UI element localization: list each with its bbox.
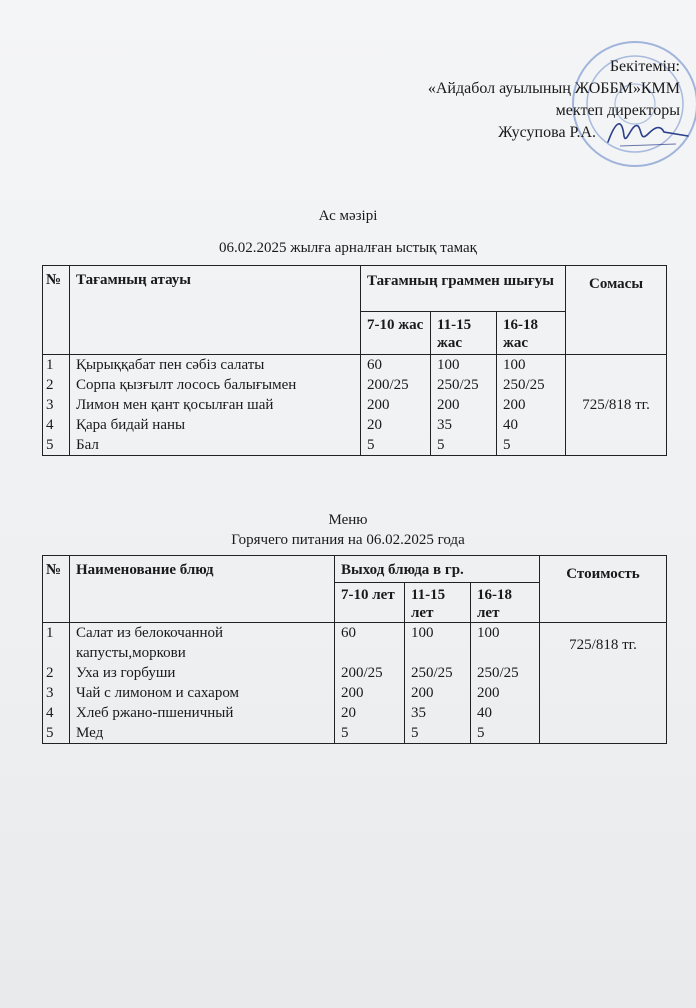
approval-line-3: мектеп директоры [555, 102, 680, 119]
ru-row-num: 1 [46, 625, 54, 641]
kz-dish-name: Сорпа қызғылт лосось балығымен [76, 377, 297, 393]
ru-dish-names-cell [70, 623, 335, 744]
ru-yield-value: 250/25 [477, 665, 519, 681]
kz-menu-title: Ас мәзірі [318, 208, 378, 224]
ru-yield-value: 200 [477, 685, 500, 701]
kz-yield-value: 40 [503, 417, 518, 433]
kz-yield-value: 250/25 [437, 377, 479, 393]
ru-header-age-7-10: 7-10 лет [335, 583, 405, 623]
ru-row-num: 3 [46, 685, 54, 701]
ru-yield-value: 40 [477, 705, 492, 721]
approval-line-4: Жусупова Р.А. [498, 124, 596, 141]
approval-line-2: «Айдабол ауылының ЖОББМ»КММ [427, 80, 680, 97]
kz-yield-value: 200 [367, 397, 390, 413]
ru-row-num: 5 [46, 725, 54, 741]
ru-header-age-16-18: 16-18 лет [471, 583, 540, 623]
kz-yield-value: 5 [367, 437, 375, 453]
ru-menu-table [42, 555, 667, 744]
kz-menu-subtitle: 06.02.2025 жылға арналған ыстық тамақ [219, 240, 477, 256]
kz-header-num: № [43, 266, 70, 355]
kz-yield-value: 5 [437, 437, 445, 453]
kz-yield-16-18-cell [497, 355, 566, 456]
kz-header-name: Тағамның атауы [70, 266, 361, 355]
kz-yield-value: 100 [437, 357, 460, 373]
ru-yield-7-10-cell [335, 623, 405, 744]
ru-yield-value: 5 [341, 725, 349, 741]
ru-header-price: Стоимость [540, 556, 667, 623]
ru-yield-value: 250/25 [411, 665, 453, 681]
kz-yield-7-10-cell [361, 355, 431, 456]
ru-yield-value: 35 [411, 705, 426, 721]
ru-dish-name: Мед [76, 725, 104, 741]
kz-row-num: 1 [46, 357, 54, 373]
ru-yield-value: 60 [341, 625, 356, 641]
kz-yield-value: 200/25 [367, 377, 409, 393]
kz-yield-value: 250/25 [503, 377, 545, 393]
ru-row-num [46, 643, 63, 663]
kz-yield-value: 35 [437, 417, 452, 433]
kz-dish-name: Қара бидай наны [76, 417, 186, 433]
kz-yield-value: 200 [437, 397, 460, 413]
kz-header-yield: Тағамның граммен шығуы [361, 266, 566, 312]
kz-dish-name: Лимон мен қант қосылған шай [76, 397, 274, 413]
ru-dish-name: Чай с лимоном и сахаром [76, 685, 240, 701]
kz-yield-value: 100 [503, 357, 526, 373]
ru-dish-name: капусты,моркови [76, 645, 186, 661]
ru-yield-value: 200 [341, 685, 364, 701]
ru-numbers-cell [43, 623, 70, 744]
kz-yield-value: 5 [503, 437, 511, 453]
kz-dish-names-cell [70, 355, 361, 456]
kz-yield-11-15-cell [431, 355, 497, 456]
ru-yield-value: 200 [411, 685, 434, 701]
kz-yield-value: 200 [503, 397, 526, 413]
signature-icon [602, 112, 692, 152]
ru-header-age-11-15: 11-15 лет [405, 583, 471, 623]
ru-yield-value: 100 [411, 625, 434, 641]
ru-yield-value [341, 643, 398, 663]
ru-yield-value: 200/25 [341, 665, 383, 681]
ru-dish-name: Салат из белокочанной [76, 625, 224, 641]
kz-yield-value: 60 [367, 357, 382, 373]
ru-dish-name: Уха из горбуши [76, 665, 176, 681]
ru-yield-value [477, 643, 533, 663]
kz-yield-value: 20 [367, 417, 382, 433]
ru-yield-value: 5 [411, 725, 419, 741]
ru-row-num: 2 [46, 665, 54, 681]
ru-header-yield: Выход блюда в гр. [335, 556, 540, 583]
kz-menu-table [42, 265, 667, 456]
ru-yield-value [411, 643, 464, 663]
ru-yield-16-18-cell [471, 623, 540, 744]
kz-header-age-7-10: 7-10 жас [361, 312, 431, 355]
kz-price-cell: 725/818 тг. [566, 355, 667, 456]
ru-row-num: 4 [46, 705, 54, 721]
ru-yield-11-15-cell [405, 623, 471, 744]
kz-numbers-cell [43, 355, 70, 456]
ru-header-num: № [43, 556, 70, 623]
ru-yield-value: 5 [477, 725, 485, 741]
kz-row-num: 2 [46, 377, 54, 393]
ru-header-name: Наименование блюд [70, 556, 335, 623]
ru-dish-name: Хлеб ржано-пшеничный [76, 705, 234, 721]
approval-line-1: Бекітемін: [609, 58, 680, 75]
kz-row-num: 4 [46, 417, 54, 433]
kz-row-num: 5 [46, 437, 54, 453]
ru-menu-subtitle: Горячего питания на 06.02.2025 года [231, 532, 465, 548]
ru-menu-title: Меню [328, 512, 368, 528]
ru-yield-value: 20 [341, 705, 356, 721]
kz-row-num: 3 [46, 397, 54, 413]
kz-dish-name: Қырыққабат пен сәбіз салаты [76, 357, 265, 373]
kz-header-price: Сомасы [566, 266, 667, 355]
ru-yield-value: 100 [477, 625, 500, 641]
ru-price-cell: 725/818 тг. [540, 623, 667, 744]
kz-dish-name: Бал [76, 437, 99, 453]
kz-header-age-16-18: 16-18 жас [497, 312, 566, 355]
kz-header-age-11-15: 11-15 жас [431, 312, 497, 355]
